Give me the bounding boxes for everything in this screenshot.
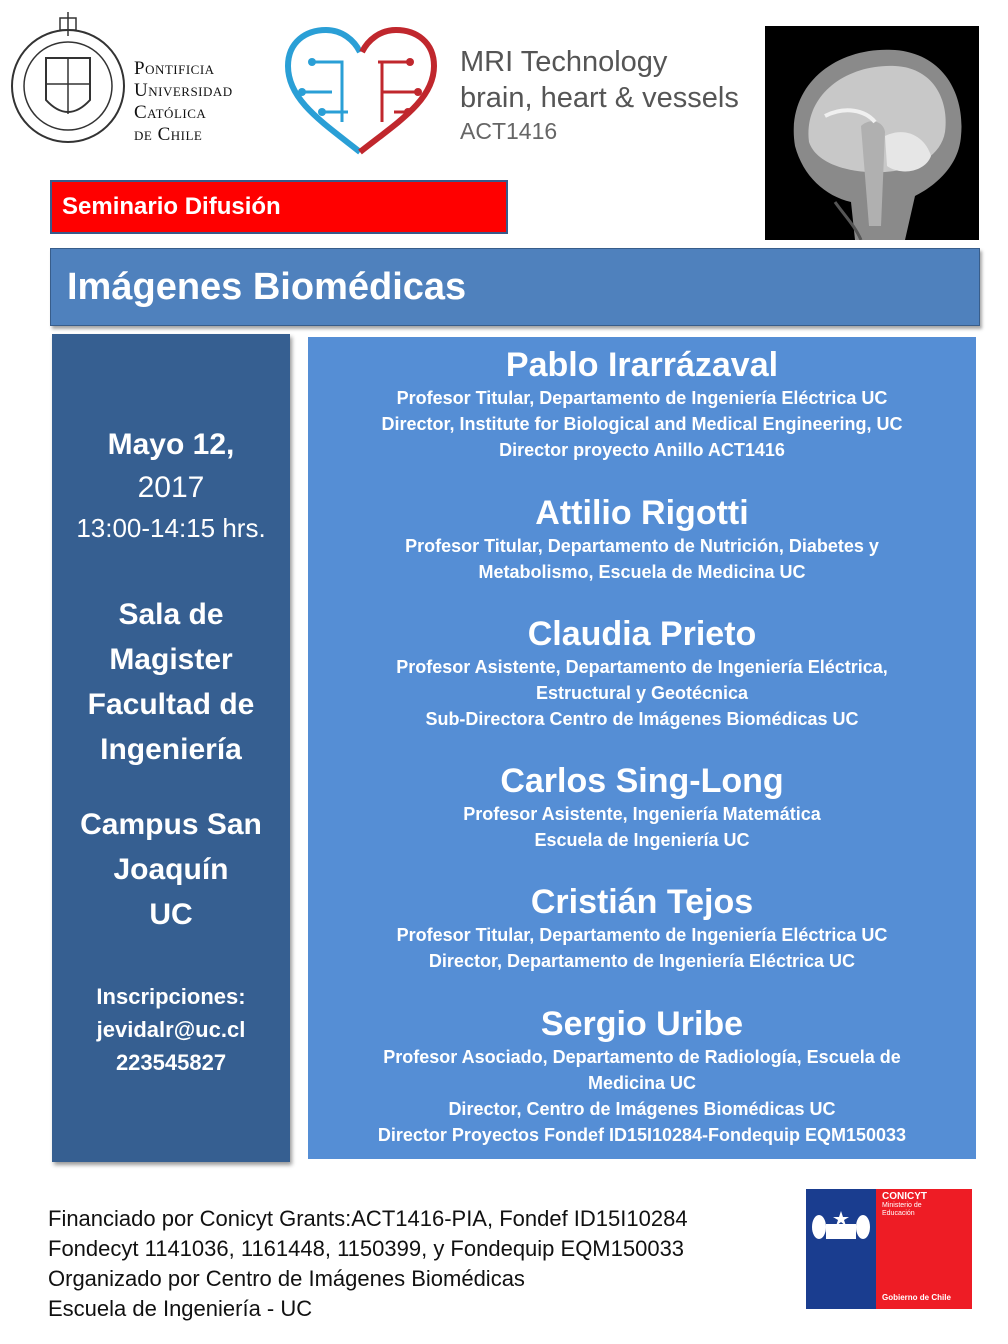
- chile-coat-of-arms-icon: [806, 1197, 876, 1257]
- page-title: Imágenes Biomédicas: [50, 248, 980, 326]
- speaker-block: Claudia Prieto Profesor Asistente, Departamento de Ingeniería Eléctrica, Estructural y Geotécnica Sub-Directora Centro de Imágenes Biomédicas UC: [308, 614, 976, 732]
- speaker-name: Attilio Rigotti: [535, 494, 749, 532]
- project-title: MRI Technology brain, heart & vessels ACT1416: [460, 46, 739, 144]
- speaker-name: Pablo Irarrázaval: [505, 346, 779, 384]
- speakers-panel: [308, 337, 976, 1159]
- speaker-block: Carlos Sing-Long Profesor Asistente, Ingeniería Matemática Escuela de Ingeniería UC: [308, 761, 976, 853]
- conicyt-blue-block: [806, 1189, 876, 1309]
- funding-footer: Financiado por Conicyt Grants:ACT1416-PIA, Fondef ID15I10284 Fondecyt 1141036, 1161448, 1150399, y Fondequip EQM150033 Organizado por Centro de Imágenes Biomédicas Escuela de Ingeniería - UC: [48, 1206, 688, 1321]
- seminar-label: Seminario Difusión: [50, 180, 508, 234]
- university-name: Pontificia Universidad Católica de Chile: [134, 58, 233, 145]
- speaker-block: Attilio Rigotti Profesor Titular, Departamento de Nutrición, Diabetes y Metabolismo, Escuela de Medicina UC: [308, 493, 976, 585]
- conicyt-logo: CONICYT Ministerio de Educación Gobierno de Chile: [806, 1189, 972, 1309]
- event-campus: Campus San Joaquín UC: [80, 808, 262, 931]
- speaker-name: Cristián Tejos: [530, 883, 754, 921]
- event-venue: Sala de Magister Facultad de Ingeniería: [87, 598, 255, 766]
- event-date: Mayo 12,: [107, 428, 235, 461]
- registration-email[interactable]: jevidalr@uc.cl: [96, 1017, 246, 1042]
- speaker-block: Cristián Tejos Profesor Titular, Departamento de Ingeniería Eléctrica UC Director, Departamento de Ingeniería Eléctrica UC: [308, 882, 976, 974]
- speaker-name: Claudia Prieto: [527, 615, 757, 653]
- registration-phone: 223545827: [115, 1050, 227, 1075]
- speaker-block: Sergio Uribe Profesor Asociado, Departamento de Radiología, Escuela de Medicina UC Director, Centro de Imágenes Biomédicas UC Director Proyectos Fondef ID15I10284-Fondequip EQM150033: [308, 1004, 976, 1148]
- event-info-panel: [52, 334, 290, 1162]
- uc-seal-logo: [8, 8, 128, 158]
- conicyt-name: CONICYT: [882, 1191, 927, 1202]
- mri-brain-image: [765, 26, 979, 240]
- speaker-block: Pablo Irarrázaval Profesor Titular, Departamento de Ingeniería Eléctrica UC Director, Institute for Biological and Medical Engineering, UC Director proyecto Anillo ACT1416: [308, 345, 976, 463]
- speaker-name: Carlos Sing-Long: [500, 762, 784, 800]
- event-time: 13:00-14:15 hrs.: [76, 513, 266, 543]
- registration-label: Inscripciones:: [96, 984, 246, 1009]
- event-year: 2017: [137, 471, 205, 504]
- speaker-name: Sergio Uribe: [540, 1005, 744, 1043]
- government-label: Gobierno de Chile: [882, 1293, 951, 1302]
- brain-heart-logo: [282, 22, 442, 162]
